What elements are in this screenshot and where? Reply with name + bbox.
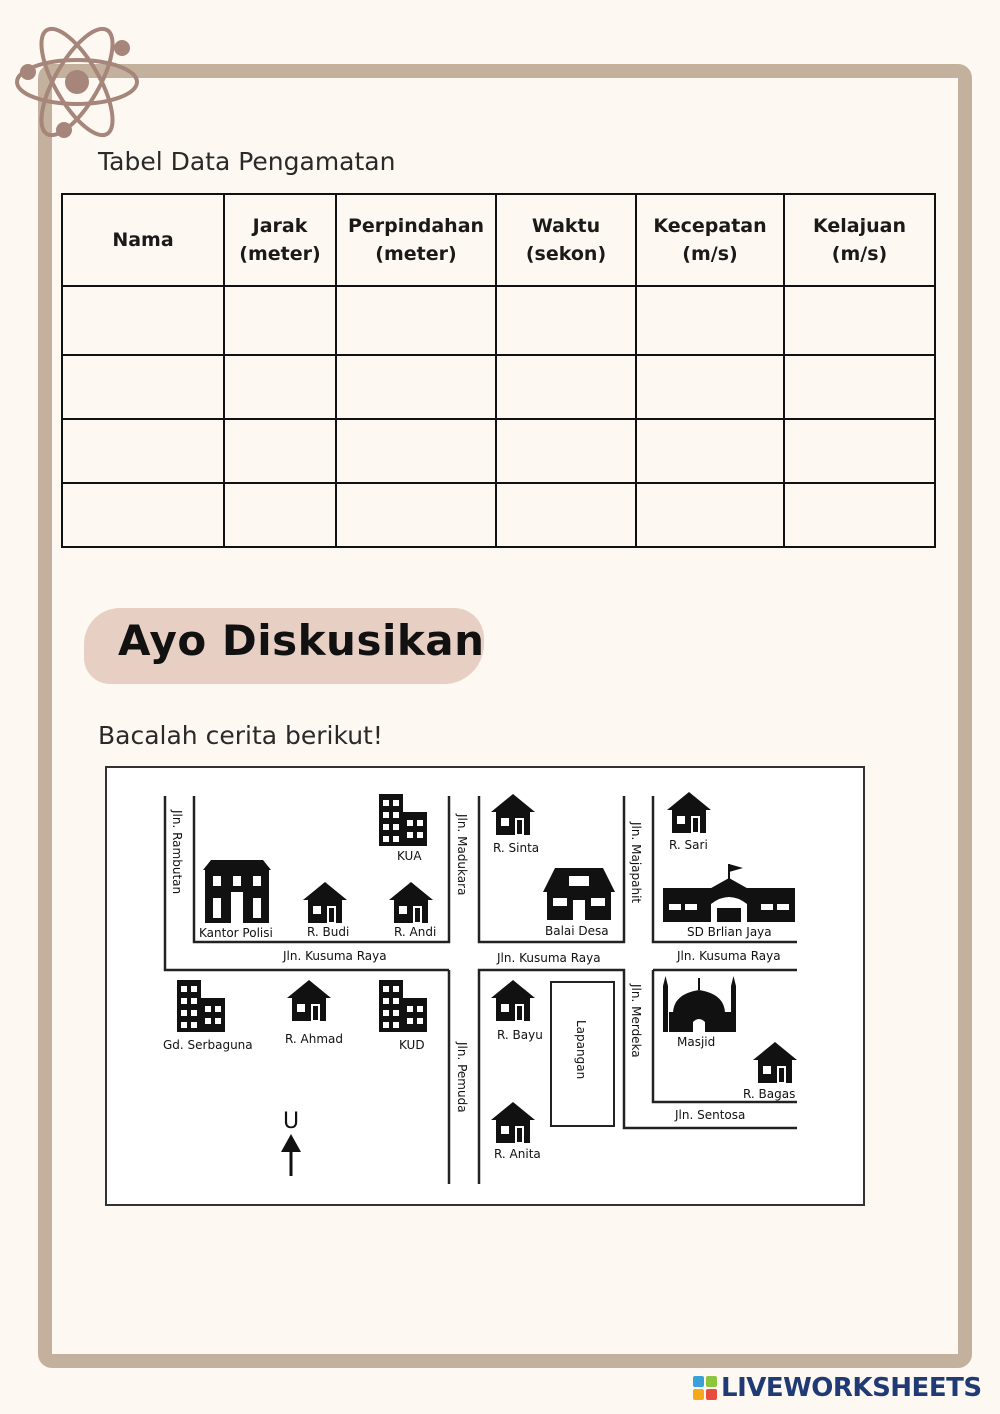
house-sinta-icon bbox=[491, 794, 535, 835]
house-bayu-icon bbox=[491, 980, 535, 1021]
label-kua: KUA bbox=[397, 849, 422, 863]
house-anita-icon bbox=[491, 1102, 535, 1143]
table-cell[interactable] bbox=[496, 419, 636, 483]
label-sd: SD Brlian Jaya bbox=[687, 925, 772, 939]
house-andi-icon bbox=[389, 882, 433, 923]
label-r-ahmad: R. Ahmad bbox=[285, 1032, 344, 1046]
table-cell[interactable] bbox=[496, 286, 636, 355]
label-gd-serbaguna: Gd. Serbaguna bbox=[163, 1038, 253, 1052]
table-row bbox=[62, 483, 935, 547]
table-cell[interactable] bbox=[62, 286, 224, 355]
street-kusuma-raya-2: Jln. Kusuma Raya bbox=[497, 951, 601, 965]
table-cell[interactable] bbox=[224, 419, 336, 483]
label-kantor-polisi: Kantor Polisi bbox=[199, 926, 273, 940]
table-row bbox=[62, 355, 935, 419]
liveworksheets-brand bbox=[693, 1373, 982, 1403]
logo-square bbox=[706, 1376, 717, 1387]
house-budi-icon bbox=[303, 882, 347, 923]
table-cell[interactable] bbox=[62, 355, 224, 419]
label-masjid: Masjid bbox=[677, 1035, 716, 1049]
table-row bbox=[62, 419, 935, 483]
street-madukara: Jln. Madukara bbox=[455, 814, 469, 896]
table-cell[interactable] bbox=[784, 419, 935, 483]
table-cell[interactable] bbox=[636, 419, 784, 483]
header-kelajuan: Kelajuan (m/s) bbox=[784, 194, 935, 286]
street-majapahit: Jln. Majapahit bbox=[629, 822, 643, 904]
table-cell[interactable] bbox=[784, 355, 935, 419]
street-sentosa: Jln. Sentosa bbox=[675, 1108, 746, 1122]
label-r-anita: R. Anita bbox=[494, 1147, 541, 1161]
table-cell[interactable] bbox=[636, 355, 784, 419]
brand-name: LIVEWORKSHEETS bbox=[721, 1373, 982, 1403]
label-r-budi: R. Budi bbox=[307, 925, 350, 939]
logo-square bbox=[693, 1389, 704, 1400]
table-cell[interactable] bbox=[784, 286, 935, 355]
logo-square bbox=[693, 1376, 704, 1387]
street-kusuma-raya-3: Jln. Kusuma Raya bbox=[677, 949, 781, 963]
kud-building-icon bbox=[379, 980, 427, 1032]
table-cell[interactable] bbox=[62, 483, 224, 547]
street-pemuda: Jln. Pemuda bbox=[455, 1042, 469, 1113]
village-map bbox=[105, 766, 865, 1206]
table-cell[interactable] bbox=[224, 483, 336, 547]
house-bagas-icon bbox=[753, 1042, 797, 1083]
police-station-icon bbox=[203, 860, 271, 923]
street-rambutan: Jln. Rambutan bbox=[170, 810, 184, 895]
mosque-icon bbox=[663, 976, 736, 1032]
label-r-sari: R. Sari bbox=[669, 838, 708, 852]
label-r-bayu: R. Bayu bbox=[497, 1028, 543, 1042]
logo-square bbox=[706, 1389, 717, 1400]
liveworksheets-logo-icon bbox=[693, 1376, 717, 1400]
label-lapangan: Lapangan bbox=[574, 1020, 588, 1080]
instruction-text: Bacalah cerita berikut! bbox=[98, 721, 383, 750]
observation-table bbox=[61, 193, 936, 548]
table-cell[interactable] bbox=[336, 483, 496, 547]
house-sari-icon bbox=[667, 792, 711, 833]
table-cell[interactable] bbox=[636, 286, 784, 355]
table-cell[interactable] bbox=[336, 355, 496, 419]
north-arrow-icon bbox=[281, 1134, 301, 1176]
table-cell[interactable] bbox=[336, 286, 496, 355]
label-r-bagas: R. Bagas bbox=[743, 1087, 796, 1101]
label-balai-desa: Balai Desa bbox=[545, 924, 609, 938]
header-nama: Nama bbox=[62, 194, 224, 286]
street-kusuma-raya-1: Jln. Kusuma Raya bbox=[283, 949, 387, 963]
atom-icon bbox=[12, 22, 142, 142]
header-waktu: Waktu (sekon) bbox=[496, 194, 636, 286]
school-icon bbox=[663, 864, 795, 922]
gd-serbaguna-icon bbox=[177, 980, 225, 1032]
label-kud: KUD bbox=[399, 1038, 425, 1052]
village-hall-icon bbox=[543, 868, 615, 920]
table-cell[interactable] bbox=[62, 419, 224, 483]
header-kecepatan: Kecepatan (m/s) bbox=[636, 194, 784, 286]
label-r-sinta: R. Sinta bbox=[493, 841, 540, 855]
header-perpindahan: Perpindahan (meter) bbox=[336, 194, 496, 286]
table-cell[interactable] bbox=[636, 483, 784, 547]
table-cell[interactable] bbox=[496, 355, 636, 419]
north-label: U bbox=[283, 1109, 300, 1134]
table-cell[interactable] bbox=[496, 483, 636, 547]
table-cell[interactable] bbox=[784, 483, 935, 547]
table-header-row bbox=[62, 194, 935, 286]
house-ahmad-icon bbox=[287, 980, 331, 1021]
kua-building-icon bbox=[379, 794, 427, 846]
label-r-andi: R. Andi bbox=[394, 925, 437, 939]
table-cell[interactable] bbox=[224, 355, 336, 419]
table-section-label: Tabel Data Pengamatan bbox=[98, 147, 396, 176]
street-merdeka: Jln. Merdeka bbox=[629, 984, 643, 1058]
table-cell[interactable] bbox=[224, 286, 336, 355]
discussion-title: Ayo Diskusikan bbox=[118, 616, 485, 665]
table-row bbox=[62, 286, 935, 355]
table-cell[interactable] bbox=[336, 419, 496, 483]
header-jarak: Jarak (meter) bbox=[224, 194, 336, 286]
